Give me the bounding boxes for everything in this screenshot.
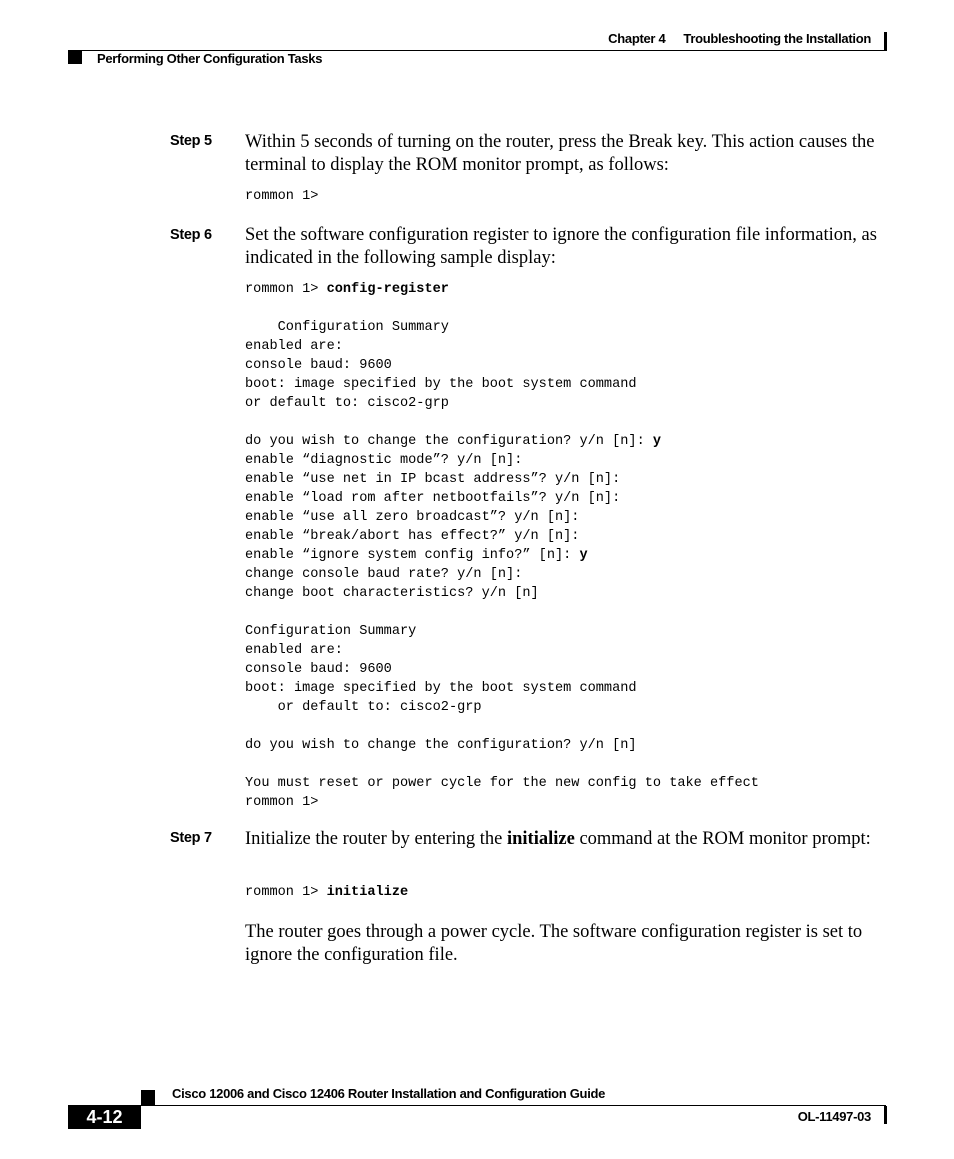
- code-command: config-register: [326, 282, 449, 297]
- code-output-3: change console baud rate? y/n [n]: change boot characteristics? y/n [n] Configuration Summary enabled are: console baud: 9600 boot: image specified by the boot system command or default to: cisco2-grp do you wish to change the configuration? y/n [n] You must reset or power cycle for the new config to take effect rommon 1>: [245, 567, 759, 810]
- footer-right-bar: [884, 1106, 887, 1124]
- code-answer-1: y: [652, 434, 662, 449]
- step-6-label: Step 6: [170, 227, 212, 243]
- step-7-text-after: command at the ROM monitor prompt:: [574, 829, 871, 849]
- chapter-title: Troubleshooting the Installation: [683, 31, 871, 46]
- running-header-chapter: [608, 31, 871, 46]
- footer-rule: [141, 1105, 886, 1106]
- chapter-number: Chapter 4: [608, 31, 666, 46]
- step-6-code-block: [245, 280, 759, 812]
- step-7-followup: The router goes through a power cycle. The software configuration register is set to ignore the configuration file.: [245, 922, 863, 965]
- code-output-1: Configuration Summary enabled are: console baud: 9600 boot: image specified by the boot system command or default to: cisco2-grp do you wish to change the configuration? y/n [n]:: [245, 320, 645, 449]
- step-5-code: rommon 1>: [245, 189, 319, 204]
- step-7-code: [245, 883, 408, 902]
- step-5-label: Step 5: [170, 133, 212, 149]
- document-id: OL-11497-03: [797, 1109, 871, 1124]
- step-7-text-bold: initialize: [506, 829, 575, 849]
- code-answer-2: y: [579, 548, 588, 563]
- code-output-2: enable “diagnostic mode”? y/n [n]: enable “use net in IP bcast address”? y/n [n]: enable “load rom after netbootfails”? y/n [n]: enable “use all zero broadcast”? y/n [n]: enable “break/abort has effect?” y/n [n]: enable “ignore system config info?” [n]:: [245, 453, 621, 563]
- step-7-text: [245, 828, 885, 851]
- running-header-section: Performing Other Configuration Tasks: [97, 51, 323, 66]
- header-marker: [68, 51, 82, 64]
- step-6-text: Set the software configuration register to ignore the configuration file information, as indicated in the following sample display:: [245, 225, 877, 268]
- code-command: initialize: [326, 885, 409, 900]
- code-prompt: rommon 1>: [245, 885, 327, 900]
- step-5-text: Within 5 seconds of turning on the router, press the Break key. This action causes the terminal to display the ROM monitor prompt, as follows:: [245, 132, 875, 175]
- guide-title: Cisco 12006 and Cisco 12406 Router Installation and Configuration Guide: [172, 1086, 606, 1101]
- step-7-label: Step 7: [170, 830, 212, 846]
- header-right-bar: [884, 32, 887, 51]
- code-prompt: rommon 1>: [245, 282, 327, 297]
- page-number: 4-12: [68, 1105, 141, 1129]
- step-7-text-before: Initialize the router by entering the: [245, 829, 507, 849]
- footer-marker: [141, 1090, 155, 1105]
